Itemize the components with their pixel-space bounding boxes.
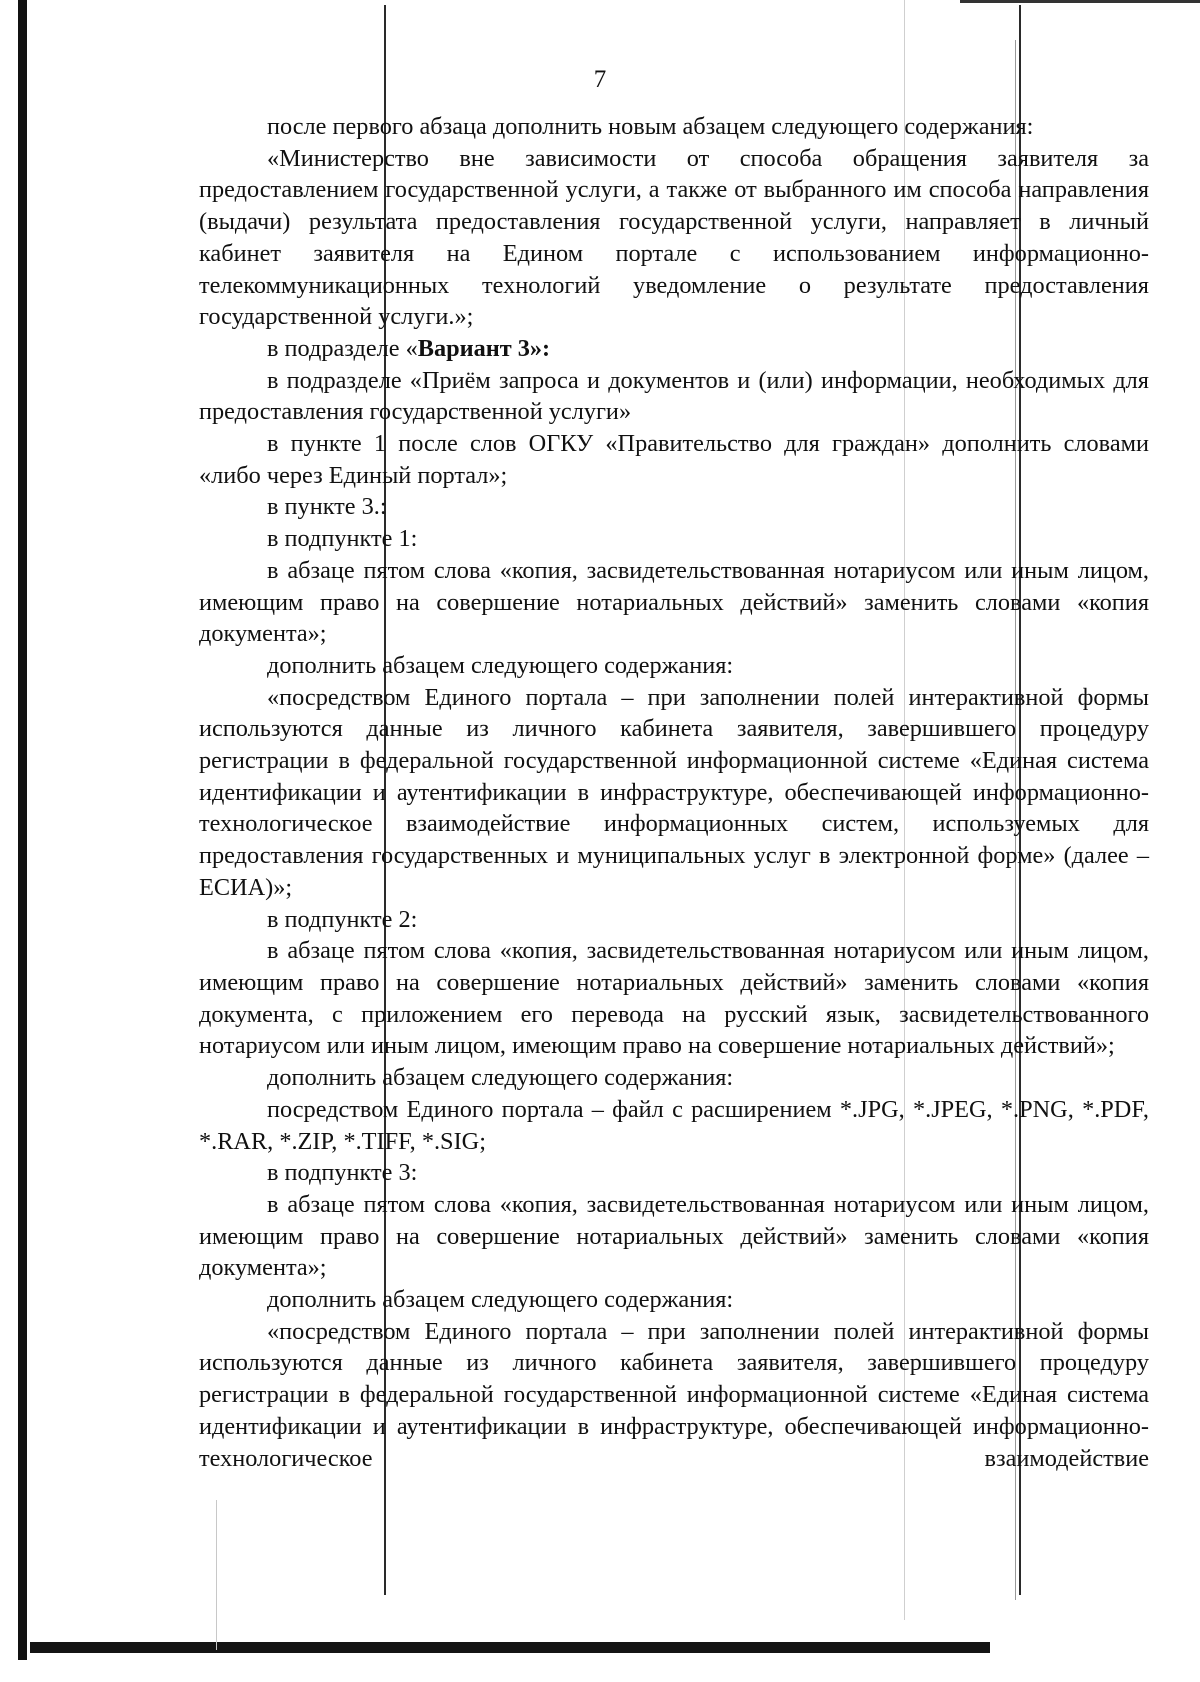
scan-bottom-edge bbox=[30, 1642, 990, 1653]
paragraph: в подпункте 1: bbox=[267, 525, 418, 553]
paragraph: в абзаце пятом слова «копия, засвидетельствованная нотариусом или иным лицом, имеющим право на совершение нотариальных действий» заменить словами «копия документа»; bbox=[199, 1190, 1149, 1282]
paragraph: дополнить абзацем следующего содержания: bbox=[267, 651, 734, 679]
paragraph: в пункте 3.: bbox=[267, 493, 387, 521]
document-body bbox=[199, 111, 1149, 1474]
page-number: 7 bbox=[593, 66, 607, 93]
scan-top-edge bbox=[960, 0, 1200, 3]
paragraph-heading bbox=[199, 333, 1149, 365]
paragraph: дополнить абзацем следующего содержания: bbox=[267, 1064, 734, 1092]
paragraph-text: в подразделе « bbox=[267, 334, 418, 362]
paragraph: в абзаце пятом слова «копия, засвидетельствованная нотариусом или иным лицом, имеющим право на совершение нотариальных действий» заменить словами «копия документа»; bbox=[199, 556, 1149, 648]
paragraph: в подпункте 2: bbox=[267, 905, 418, 933]
paragraph: после первого абзаца дополнить новым абзацем следующего содержания: bbox=[267, 113, 1034, 140]
paragraph: в пункте 1 после слов ОГКУ «Правительство для граждан» дополнить словами «либо через Единый портал»; bbox=[199, 430, 1149, 489]
paragraph: посредством Единого портала – файл с расширением *.JPG, *.JPEG, *.PNG, *.PDF, *.RAR, *.ZIP, *.TIFF, *.SIG; bbox=[199, 1095, 1149, 1155]
paragraph: в абзаце пятом слова «копия, засвидетельствованная нотариусом или иным лицом, имеющим право на совершение нотариальных действий» заменить словами «копия документа, с приложением его перевода на русский язык, засвидетельствованного нотариусом или иным лицом, имеющим право на совершение нотариальных действий»; bbox=[199, 937, 1149, 1060]
paragraph: «посредством Единого портала – при заполнении полей интерактивной формы используются данные из личного кабинета заявителя, завершившего процедуру регистрации в федеральной государственной информационной системе «Единая система идентификации и аутентификации в инфраструктуре, обеспечивающей информационно-технологическое взаимодействие информационных систем, используемых для предоставления государственных и муниципальных услуг в электронной форме» (далее – ЕСИА)»; bbox=[199, 683, 1149, 901]
paragraph: «посредством Единого портала – при заполнении полей интерактивной формы используются данные из личного кабинета заявителя, завершившего процедуру регистрации в федеральной государственной информационной системе «Единая система идентификации и аутентификации в инфраструктуре, обеспечивающей информационно-технологическое взаимодействие bbox=[199, 1317, 1149, 1472]
scan-left-edge bbox=[18, 0, 27, 1660]
paragraph: «Министерство вне зависимости от способа обращения заявителя за предоставлением государственной услуги, а также от выбранного им способа направления (выдачи) результата предоставления государственной услуги, направляет в личный кабинет заявителя на Едином портале с использованием информационно-телекоммуникационных технологий уведомление о результате предоставления государственной услуги.»; bbox=[199, 144, 1149, 331]
paragraph: в подразделе «Приём запроса и документов и (или) информации, необходимых для предоставления государственной услуги» bbox=[199, 366, 1149, 426]
paragraph: дополнить абзацем следующего содержания: bbox=[267, 1286, 734, 1314]
paragraph: в подпункте 3: bbox=[267, 1159, 418, 1187]
variant-title: Вариант 3»: bbox=[417, 334, 551, 362]
scan-fold-line bbox=[216, 1500, 217, 1650]
